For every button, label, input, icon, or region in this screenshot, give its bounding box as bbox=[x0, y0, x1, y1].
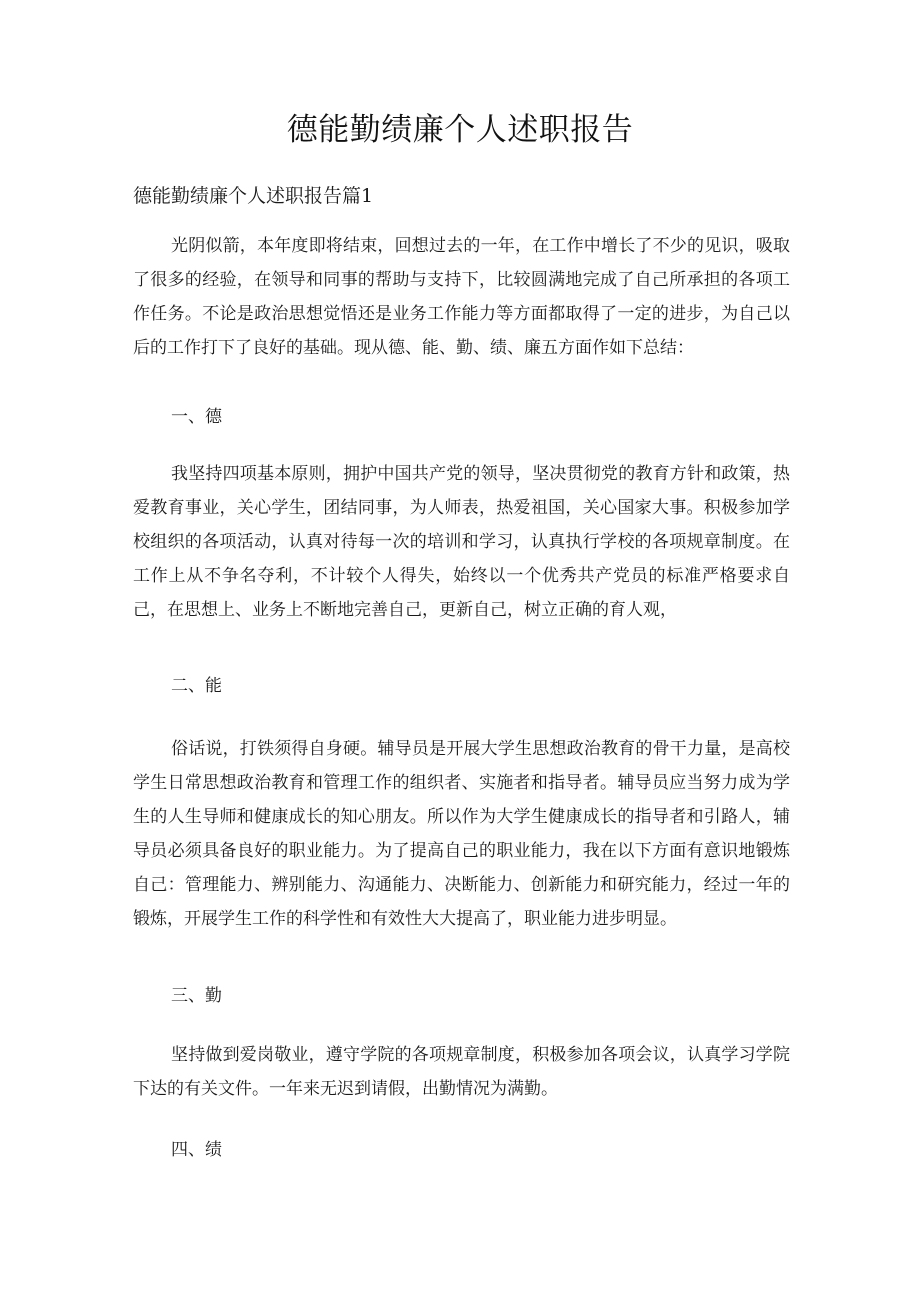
heading-ji: 四、绩 bbox=[171, 1140, 222, 1160]
heading-neng: 二、能 bbox=[171, 676, 222, 696]
heading-qin: 三、勤 bbox=[171, 986, 222, 1006]
heading-de: 一、德 bbox=[171, 407, 222, 427]
section-title: 德能勤绩廉个人述职报告篇1 bbox=[133, 185, 374, 207]
intro-paragraph: 光阴似箭，本年度即将结束，回想过去的一年，在工作中增长了不少的见识，吸取了很多的经验，在领导和同事的帮助与支持下，比较圆满地完成了自己所承担的各项工作任务。不论是政治思想觉悟还是业务工作能力等方面都取得了一定的进步，为自己以后的工作打下了良好的基础。现从德、能、勤、绩、廉五方面作如下总结： bbox=[133, 236, 790, 358]
paragraph-neng: 俗话说，打铁须得自身硬。辅导员是开展大学生思想政治教育的骨干力量，是高校学生日常思想政治教育和管理工作的组织者、实施者和指导者。辅导员应当努力成为学生的人生导师和健康成长的知心朋友。所以作为大学生健康成长的指导者和引路人，辅导员必须具备良好的职业能力。为了提高自己的职业能力，我在以下方面有意识地锻炼自己：管理能力、辨别能力、沟通能力、决断能力、创新能力和研究能力，经过一年的锻炼，开展学生工作的科学性和有效性大大提高了，职业能力进步明显。 bbox=[133, 739, 790, 929]
paragraph-qin: 坚持做到爱岗敬业，遵守学院的各项规章制度，积极参加各项会议，认真学习学院下达的有关文件。一年来无迟到请假，出勤情况为满勤。 bbox=[133, 1045, 790, 1099]
paragraph-de: 我坚持四项基本原则，拥护中国共产党的领导，坚决贯彻党的教育方针和政策，热爱教育事业，关心学生，团结同事，为人师表，热爱祖国，关心国家大事。积极参加学校组织的各项活动，认真对待每一次的培训和学习，认真执行学校的各项规章制度。在工作上从不争名夺利，不计较个人得失，始终以一个优秀共产党员的标准严格要求自己，在思想上、业务上不断地完善自己，更新自己，树立正确的育人观， bbox=[133, 464, 790, 620]
document-title: 德能勤绩廉个人述职报告 bbox=[286, 112, 634, 148]
